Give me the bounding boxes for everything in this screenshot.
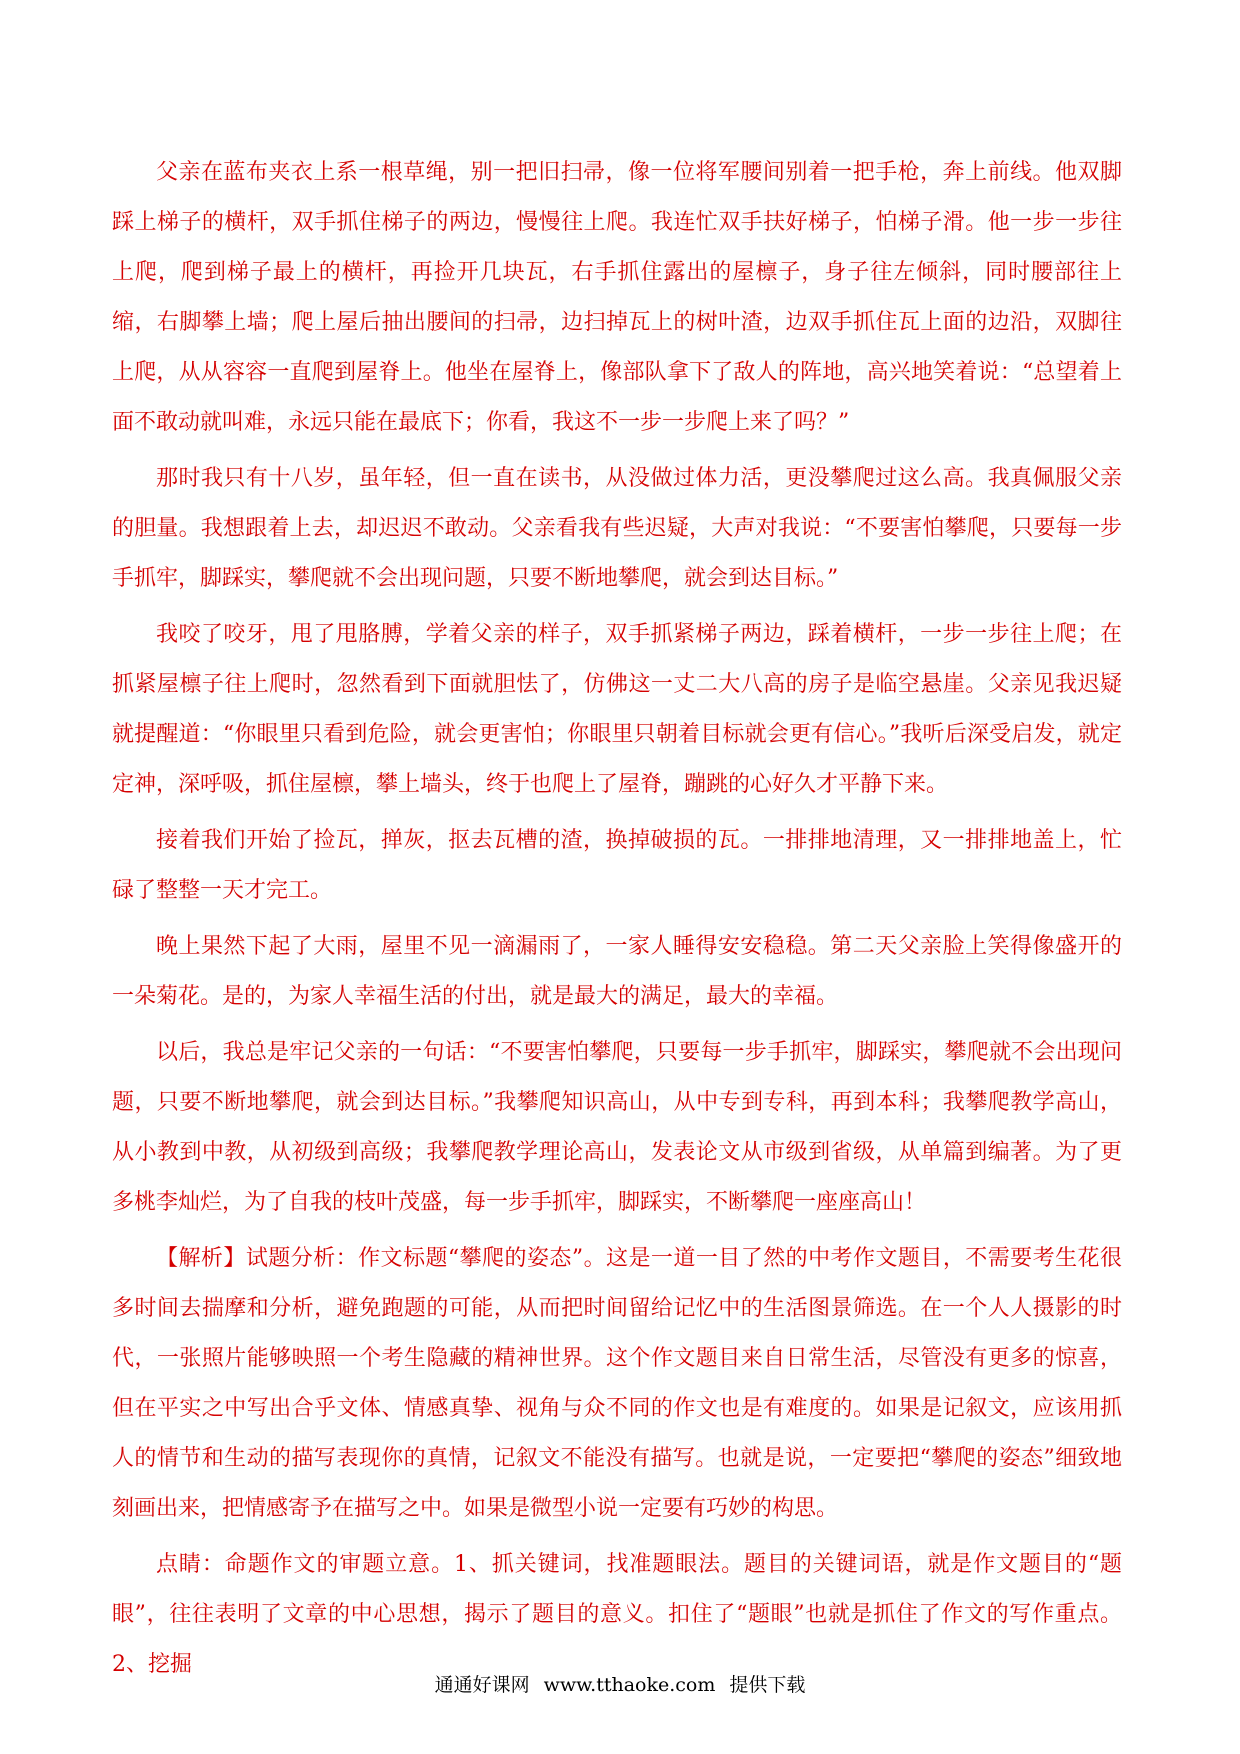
analysis-text: 试题分析：作文标题“攀爬的姿态”。这是一道一目了然的中考作文题目，不需要考生花很多时间去揣摩和分析，避免跑题的可能，从而把时间留给记忆中的生活图景筛选。在一个人人摄影的时代，一张照片能够映照一个考生隐藏的精神世界。这个作文题目来自日常生活，尽管没有更多的惊喜，但在平实之中写出合乎文体、情感真挚、视角与众不同的作文也是有难度的。如果是记叙文，应该用抓人的情节和生动的描写表现你的真情，记叙文不能没有描写。也就是说，一定要把“攀爬的姿态”细致地刻画出来，把情感寄予在描写之中。如果是微型小说一定要有巧妙的构思。 xyxy=(112,1246,1122,1521)
footer-site-url[interactable]: www.tthaoke.com xyxy=(543,1674,716,1696)
tip-paragraph: 点睛：命题作文的审题立意。1、抓关键词，找准题眼法。题目的关键词语，就是作文题目的“题眼”，往往表明了文章的中心思想，揭示了题目的意义。扣住了“题眼”也就是抓住了作文的写作重点。2、挖掘 xyxy=(112,1552,1122,1677)
footer-suffix: 提供下载 xyxy=(729,1674,806,1696)
page-footer xyxy=(0,1670,1240,1697)
document-body xyxy=(112,148,1122,1696)
analysis-tag: 【解析】 xyxy=(156,1246,246,1271)
story-paragraph-3: 我咬了咬牙，甩了甩胳膊，学着父亲的样子，双手抓紧梯子两边，踩着横杆，一步一步往上爬；在抓紧屋檩子往上爬时，忽然看到下面就胆怯了，仿佛这一丈二大八高的房子是临空悬崖。父亲见我迟疑就提醒道：“你眼里只看到危险，就会更害怕；你眼里只朝着目标就会更有信心。”我听后深受启发，就定定神，深呼吸，抓住屋檩，攀上墙头，终于也爬上了屋脊，蹦跳的心好久才平静下来。 xyxy=(112,622,1122,797)
story-paragraph-1: 父亲在蓝布夹衣上系一根草绳，别一把旧扫帚，像一位将军腰间别着一把手枪，奔上前线。他双脚踩上梯子的横杆，双手抓住梯子的两边，慢慢往上爬。我连忙双手扶好梯子，怕梯子滑。他一步一步往上爬，爬到梯子最上的横杆，再捡开几块瓦，右手抓住露出的屋檩子，身子往左倾斜，同时腰部往上缩，右脚攀上墙；爬上屋后抽出腰间的扫帚，边扫掉瓦上的树叶渣，边双手抓住瓦上面的边沿，双脚往上爬，从从容容一直爬到屋脊上。他坐在屋脊上，像部队拿下了敌人的阵地，高兴地笑着说：“总望着上面不敢动就叫难，永远只能在最底下；你看，我这不一步一步爬上来了吗？” xyxy=(112,160,1122,435)
story-paragraph-5: 晚上果然下起了大雨，屋里不见一滴漏雨了，一家人睡得安安稳稳。第二天父亲脸上笑得像盛开的一朵菊花。是的，为家人幸福生活的付出，就是最大的满足，最大的幸福。 xyxy=(112,934,1122,1009)
footer-site-name: 通通好课网 xyxy=(434,1674,530,1696)
story-paragraph-2: 那时我只有十八岁，虽年轻，但一直在读书，从没做过体力活，更没攀爬过这么高。我真佩服父亲的胆量。我想跟着上去，却迟迟不敢动。父亲看我有些迟疑，大声对我说：“不要害怕攀爬，只要每一步手抓牢，脚踩实，攀爬就不会出现问题，只要不断地攀爬，就会到达目标。” xyxy=(112,466,1122,591)
analysis-paragraph xyxy=(112,1234,1122,1534)
story-paragraph-4: 接着我们开始了捡瓦，掸灰，抠去瓦槽的渣，换掉破损的瓦。一排排地清理，又一排排地盖上，忙碌了整整一天才完工。 xyxy=(112,828,1122,903)
story-paragraph-6: 以后，我总是牢记父亲的一句话：“不要害怕攀爬，只要每一步手抓牢，脚踩实，攀爬就不会出现问题，只要不断地攀爬，就会到达目标。”我攀爬知识高山，从中专到专科，再到本科；我攀爬教学高山，从小教到中教，从初级到高级；我攀爬教学理论高山，发表论文从市级到省级，从单篇到编著。为了更多桃李灿烂，为了自我的枝叶茂盛，每一步手抓牢，脚踩实，不断攀爬一座座高山！ xyxy=(112,1040,1122,1215)
